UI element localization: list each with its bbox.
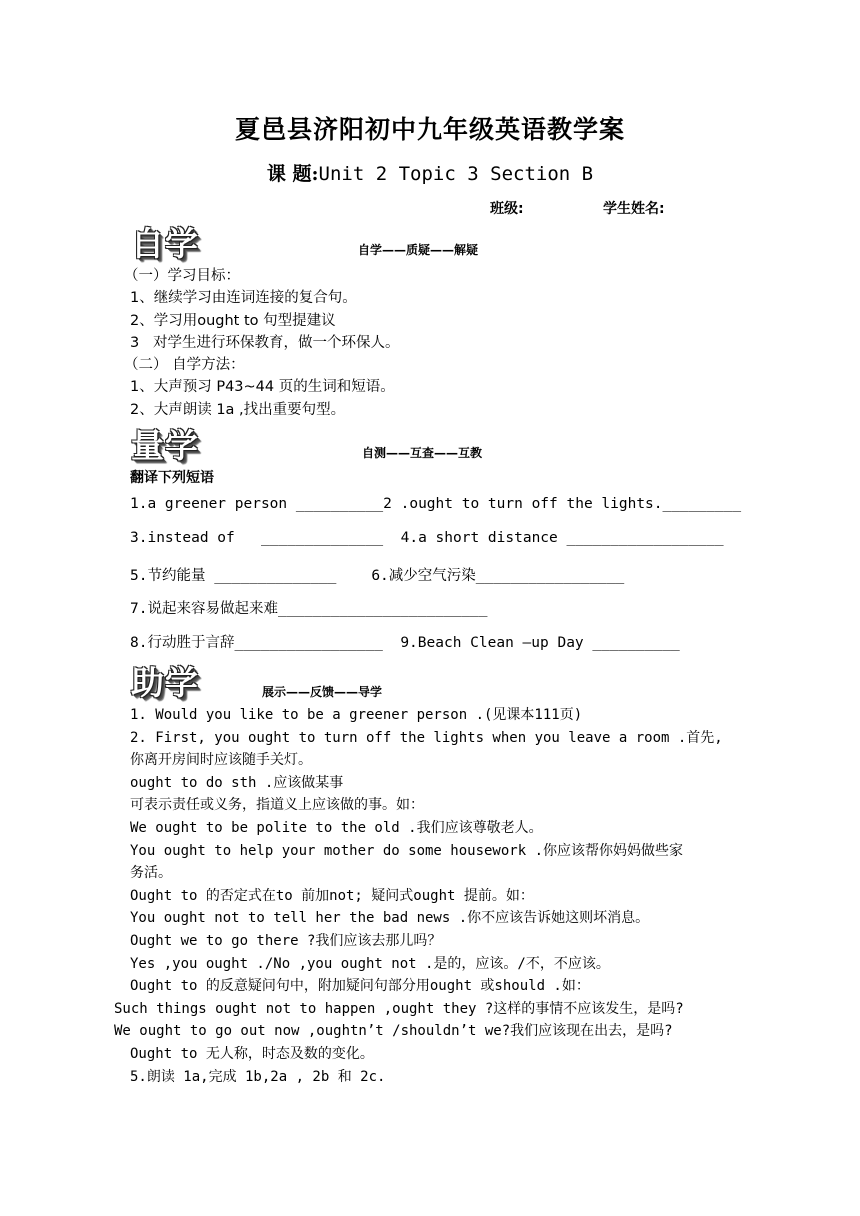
text-line: 5.朗读 1a,完成 1b,2a , 2b 和 2c. bbox=[130, 1068, 386, 1085]
guided-study-motto: 展示——反馈——导学 bbox=[262, 685, 383, 699]
text-line: Ought to 的反意疑问句中，附加疑问句部分用ought 或should .如： bbox=[130, 978, 590, 995]
self-test-badge: 量学 bbox=[131, 420, 199, 467]
text-line: We ought to be polite to the old .我们应该尊敬老人。 bbox=[130, 819, 543, 836]
text-line: （二） 自学方法： bbox=[124, 357, 245, 374]
text-line: ought to do sth .应该做某事 bbox=[130, 774, 344, 791]
text-line: 2、学习用ought to 句型提建议 bbox=[130, 312, 336, 329]
subtitle-value: Unit 2 Topic 3 Section B bbox=[318, 163, 594, 185]
lesson-subtitle bbox=[0, 159, 860, 186]
self-study-content bbox=[124, 265, 400, 421]
text-line: 务活。 bbox=[130, 865, 172, 882]
subtitle-label: 课 题: bbox=[266, 163, 319, 185]
text-line: 可表示责任或义务，指道义上应该做的事。如： bbox=[130, 797, 424, 814]
text-line: （一）学习目标： bbox=[124, 268, 240, 284]
exercise-row: 5.节约能量 ______________ 6.减少空气污染_________________ bbox=[130, 568, 625, 584]
text-line: 2、大声朗读 1a ,找出重要句型。 bbox=[130, 401, 346, 418]
guided-study-badge: 助学 bbox=[131, 657, 199, 704]
text-line: 2. First, you ought to turn off the lights when you leave a room .首先, bbox=[130, 729, 723, 746]
text-line: 1. Would you like to be a greener person .(见课本111页) bbox=[130, 707, 583, 723]
guided-study-content bbox=[114, 704, 723, 1088]
exercise-row: 8.行动胜于言辞_________________ 9.Beach Clean –up Day __________ bbox=[130, 635, 680, 651]
text-line: 1、继续学习由连词连接的复合句。 bbox=[130, 290, 357, 307]
exercise-row: 3.instead of ______________ 4.a short distance __________________ bbox=[130, 530, 724, 546]
text-line: Ought we to go there ?我们应该去那儿吗？ bbox=[130, 932, 442, 949]
class-label: 班级: bbox=[490, 201, 524, 217]
student-name-label: 学生姓名: bbox=[603, 201, 665, 217]
text-line: 3 对学生进行环保教育，做一个环保人。 bbox=[130, 334, 400, 351]
text-line: You ought to help your mother do some housework .你应该帮你妈妈做些家 bbox=[130, 842, 684, 859]
text-line: 你离开房间时应该随手关灯。 bbox=[130, 752, 312, 769]
text-line: We ought to go out now ,oughtn’t /shouldn’t we?我们应该现在出去，是吗? bbox=[114, 1023, 673, 1040]
text-line: Such things ought not to happen ,ought they ?这样的事情不应该发生，是吗? bbox=[114, 1000, 684, 1017]
text-line: 1、大声预习 P43~44 页的生词和短语。 bbox=[130, 379, 395, 396]
text-line: You ought not to tell her the bad news .你不应该告诉她这则坏消息。 bbox=[130, 910, 650, 927]
self-study-badge: 自学 bbox=[131, 218, 199, 265]
page-title: 夏邑县济阳初中九年级英语教学案 bbox=[234, 115, 625, 144]
text-line: Ought to 的否定式在to 前加not; 疑问式ought 提前。如： bbox=[130, 887, 534, 904]
text-line: Ought to 无人称，时态及数的变化。 bbox=[130, 1045, 374, 1062]
text-line: Yes ,you ought ./No ,you ought not .是的，应该。/不，不应该。 bbox=[130, 955, 610, 972]
exercise-row: 7.说起来容易做起来难________________________ bbox=[130, 601, 488, 617]
self-test-motto: 自测——互查——互教 bbox=[362, 446, 483, 460]
translate-heading: 翻译下列短语 bbox=[130, 470, 214, 486]
self-study-motto: 自学——质疑——解疑 bbox=[358, 243, 479, 257]
exercise-row: 1.a greener person __________2 .ought to turn off the lights._________ bbox=[130, 496, 742, 512]
